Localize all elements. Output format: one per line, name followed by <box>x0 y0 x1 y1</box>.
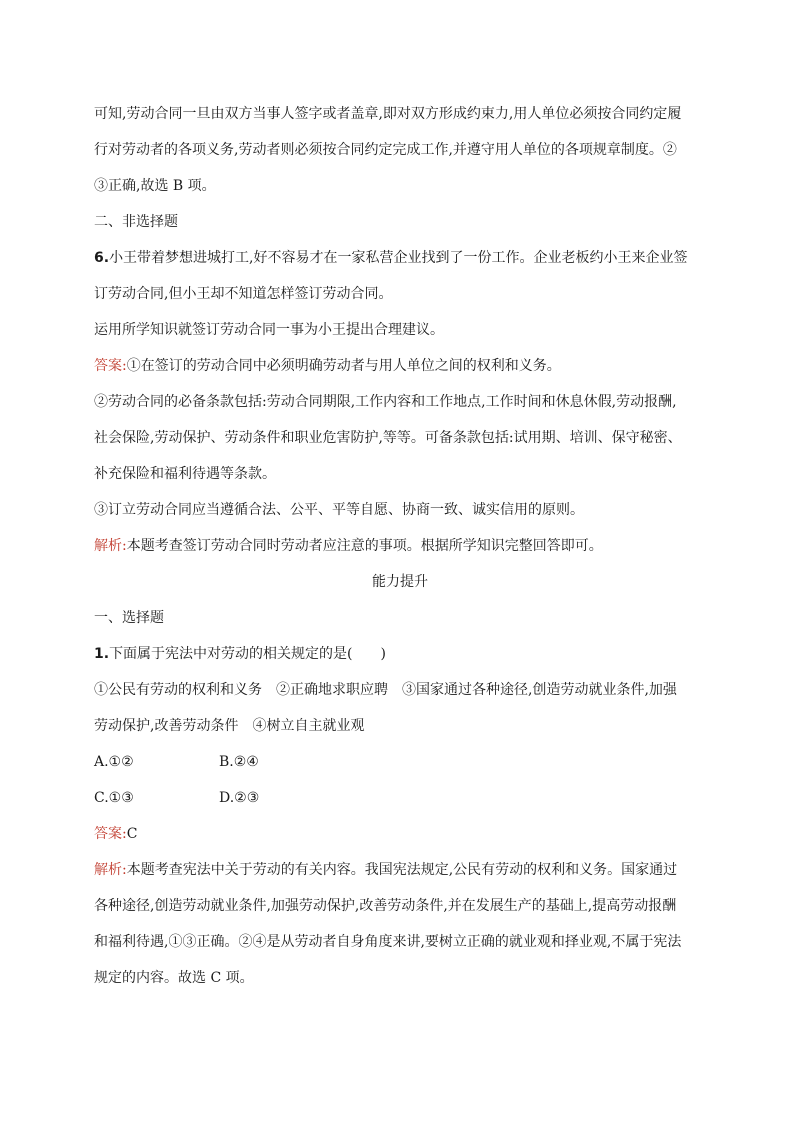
question-text: 小王带着梦想进城打工,好不容易才在一家私营企业找到了一份工作。企业老板约小王来企业签 <box>109 250 688 266</box>
options-row <box>94 780 706 816</box>
answer-line: 补充保险和福利待遇等条款。 <box>94 466 276 482</box>
question-6-stem-line: 订劳动合同,但小王却不知道怎样签订劳动合同。 <box>94 286 393 302</box>
document-page <box>94 96 706 996</box>
statements-line: 劳动保护,改善劳动条件 ④树立自主就业观 <box>94 718 365 734</box>
explanation-line: 可知,劳动合同一旦由双方当事人签字或者盖章,即对双方形成约束力,用人单位必须按合同约定履 <box>94 106 682 122</box>
option-a: A.①② <box>94 754 134 770</box>
question-number: 6. <box>94 250 110 266</box>
analysis-text: 本题考查宪法中关于劳动的有关内容。我国宪法规定,公民有劳动的权利和义务。国家通过 <box>126 862 678 878</box>
analysis-label: 解析: <box>94 538 127 554</box>
answer-value: C <box>126 826 138 842</box>
analysis-line: 规定的内容。故选 C 项。 <box>94 970 254 986</box>
analysis-line: 各种途径,创造劳动就业条件,加强劳动保护,改善劳动条件,并在发展生产的基础上,提高劳动报酬 <box>94 898 677 914</box>
explanation-line: 行对劳动者的各项义务,劳动者则必须按合同约定完成工作,并遵守用人单位的各项规章制度。② <box>94 142 677 158</box>
option-d: D.②③ <box>219 790 260 806</box>
answer-line: 社会保险,劳动保护、劳动条件和职业危害防护,等等。可备条款包括:试用期、培训、保守秘密、 <box>94 430 682 446</box>
section-heading-ability: 能力提升 <box>372 574 428 590</box>
question-6-stem-line: 运用所学知识就签订劳动合同一事为小王提出合理建议。 <box>94 322 444 338</box>
answer-line: ②劳动合同的必备条款包括:劳动合同期限,工作内容和工作地点,工作时间和休息休假,劳动报酬, <box>94 394 677 410</box>
question-number: 1. <box>94 646 110 662</box>
answer-label: 答案: <box>94 358 127 374</box>
answer-line <box>94 348 706 384</box>
answer-line <box>94 816 706 852</box>
question-text: 下面属于宪法中对劳动的相关规定的是( ) <box>109 646 386 662</box>
section-title-choice: 一、选择题 <box>94 610 164 626</box>
answer-text: ①在签订的劳动合同中必须明确劳动者与用人单位之间的权利和义务。 <box>126 358 561 374</box>
answer-line: ③订立劳动合同应当遵循合法、公平、平等自愿、协商一致、诚实信用的原则。 <box>94 502 584 518</box>
section-title-non-choice: 二、非选择题 <box>94 214 178 230</box>
analysis-line: 和福利待遇,①③正确。②④是从劳动者自身角度来讲,要树立正确的就业观和择业观,不属于宪法 <box>94 934 682 950</box>
option-b: B.②④ <box>219 754 259 770</box>
explanation-line: ③正确,故选 B 项。 <box>94 178 216 194</box>
question-6-stem <box>94 240 706 276</box>
analysis-line <box>94 528 706 564</box>
analysis-label: 解析: <box>94 862 127 878</box>
analysis-line <box>94 852 706 888</box>
statements-line: ①公民有劳动的权利和义务 ②正确地求职应聘 ③国家通过各种途径,创造劳动就业条件,加强 <box>94 682 677 698</box>
options-row <box>94 744 706 780</box>
analysis-text: 本题考查签订劳动合同时劳动者应注意的事项。根据所学知识完整回答即可。 <box>126 538 603 554</box>
answer-label: 答案: <box>94 826 127 842</box>
option-c: C.①③ <box>94 790 134 806</box>
question-1-stem <box>94 636 706 672</box>
